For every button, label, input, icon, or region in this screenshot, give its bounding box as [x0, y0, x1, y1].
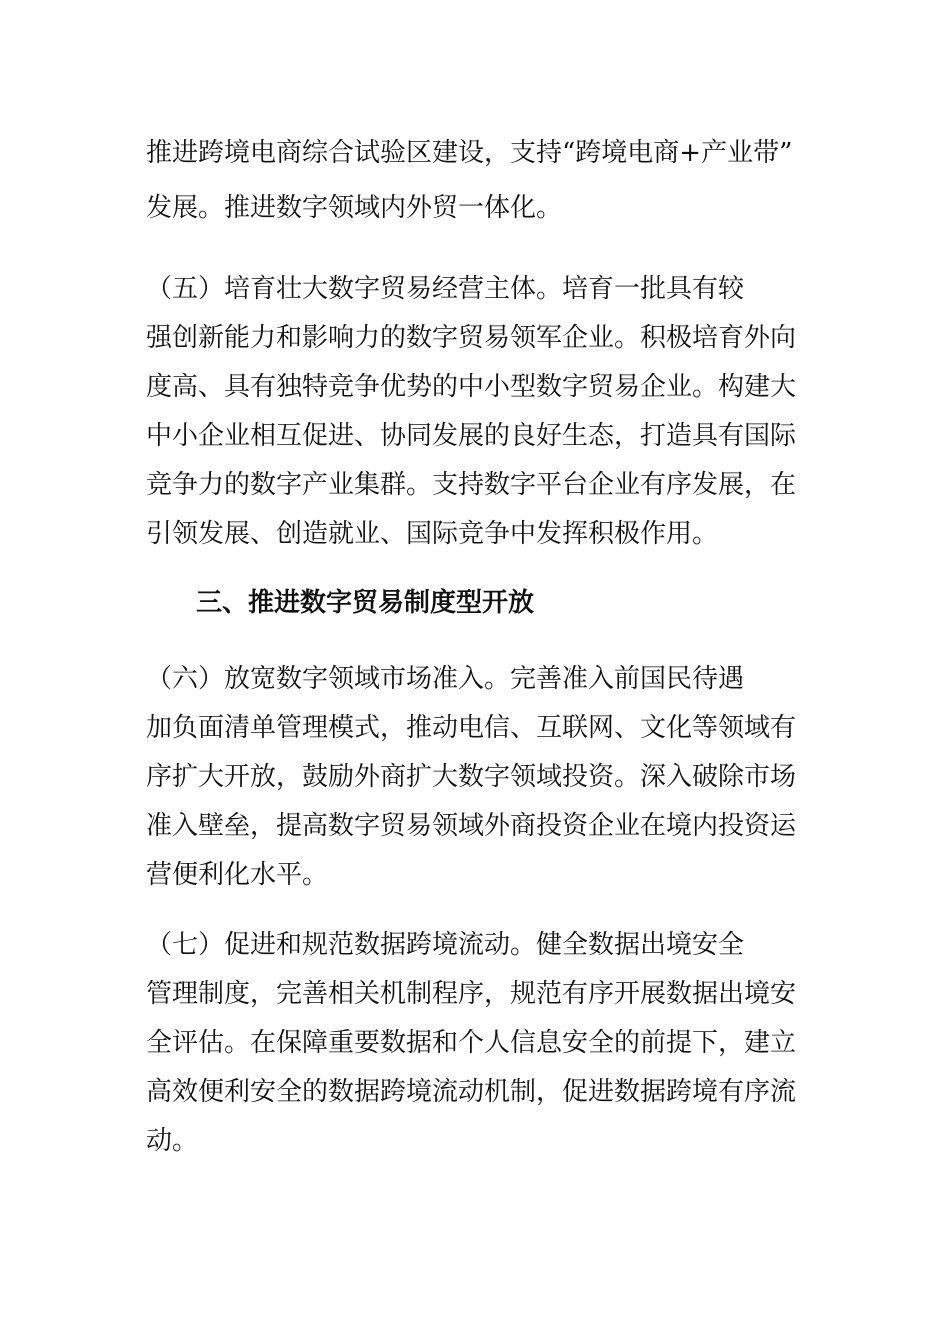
paragraph-6-line-4: 准入壁垒，提高数字贸易领域外商投资企业在境内投资运 [146, 811, 797, 841]
paragraph-4-line-2: 发展。推进数字领域内外贸一体化。 [146, 193, 563, 223]
paragraph-7-line-5: 动。 [146, 1126, 199, 1156]
paragraph-6-line-3: 序扩大开放，鼓励外商扩大数字领域投资。深入破除市场 [146, 762, 797, 792]
paragraph-5-line-3: 度高、具有独特竞争优势的中小型数字贸易企业。构建大 [146, 372, 797, 402]
paragraph-7-line-2: 管理制度，完善相关机制程序，规范有序开展数据出境安 [146, 979, 797, 1009]
paragraph-7-line-3: 全评估。在保障重要数据和个人信息安全的前提下，建立 [146, 1028, 797, 1058]
paragraph-5-line-5: 竞争力的数字产业集群。支持数字平台企业有序发展，在 [146, 470, 797, 500]
paragraph-6-line-1: （六）放宽数字领域市场准入。完善准入前国民待遇 [146, 664, 745, 694]
paragraph-4-line-1: 推进跨境电商综合试验区建设，支持“跨境电商+产业带” [146, 138, 793, 168]
section-heading: 三、推进数字贸易制度型开放 [196, 588, 535, 618]
paragraph-5-line-4: 中小企业相互促进、协同发展的良好生态，打造具有国际 [146, 421, 797, 451]
paragraph-7-line-4: 高效便利安全的数据跨境流动机制，促进数据跨境有序流 [146, 1077, 797, 1107]
paragraph-6-line-5: 营便利化水平。 [146, 860, 329, 890]
paragraph-5-line-1: （五）培育壮大数字贸易经营主体。培育一批具有较 [146, 274, 745, 304]
paragraph-5-line-6: 引领发展、创造就业、国际竞争中发挥积极作用。 [146, 519, 719, 549]
paragraph-6-line-2: 加负面清单管理模式，推动电信、互联网、文化等领域有 [146, 713, 797, 743]
paragraph-7-line-1: （七）促进和规范数据跨境流动。健全数据出境安全 [146, 930, 745, 960]
paragraph-5-line-2: 强创新能力和影响力的数字贸易领军企业。积极培育外向 [146, 323, 797, 353]
